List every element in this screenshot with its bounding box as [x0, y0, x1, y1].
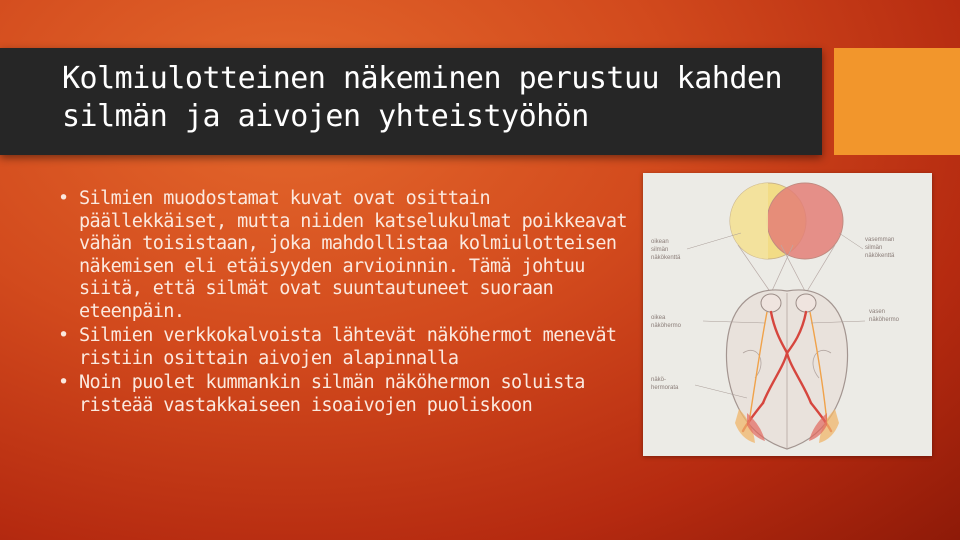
label-right-eye-field: näkökenttä — [651, 255, 681, 261]
label-right-eye-field: silmän — [651, 247, 669, 253]
right-visual-field-icon — [767, 183, 843, 259]
label-left-optic-nerve: näköhermo — [869, 317, 900, 323]
title-line-2: silmän ja aivojen yhteistyöhön — [62, 99, 589, 134]
title-line-1: Kolmiulotteinen näkeminen perustuu kahden — [62, 61, 783, 96]
slide-title — [62, 60, 812, 136]
bullet-item: • Silmien verkkokalvoista lähtevät näköhermot menevät ristiin osittain aivojen alapinnalla — [58, 325, 648, 370]
label-right-optic-nerve: oikea — [651, 315, 666, 321]
label-left-eye-field: silmän — [865, 245, 883, 251]
label-left-eye-field: vasemman — [865, 237, 895, 243]
visual-pathway-illustration — [643, 173, 932, 456]
right-eye-icon — [761, 294, 781, 312]
visual-pathway-diagram — [643, 173, 932, 456]
left-eye-icon — [796, 294, 816, 312]
bullet-list — [58, 188, 648, 419]
label-left-eye-field: näkökenttä — [865, 253, 895, 259]
label-right-optic-nerve: näköhermo — [651, 323, 682, 329]
label-optic-tract: näkö- — [651, 377, 667, 383]
bullet-item: • Noin puolet kummankin silmän näköhermon soluista risteää vastakkaiseen isoaivojen puoliskoon — [58, 372, 648, 417]
label-left-optic-nerve: vasen — [869, 309, 886, 315]
label-optic-tract: hermorata — [651, 385, 679, 391]
bullet-item: • Silmien muodostamat kuvat ovat osittain päällekkäiset, mutta niiden katselukulmat poikkeavat vähän toisistaan, joka mahdollistaa kolmiulotteisen näkemisen eli etäisyyden arvioinnin. Tämä johtuu siitä, että silmät ovat suuntautuneet suoraan eteenpäin. — [58, 188, 648, 323]
accent-block — [834, 48, 960, 155]
label-right-eye-field: oikean — [651, 239, 669, 245]
